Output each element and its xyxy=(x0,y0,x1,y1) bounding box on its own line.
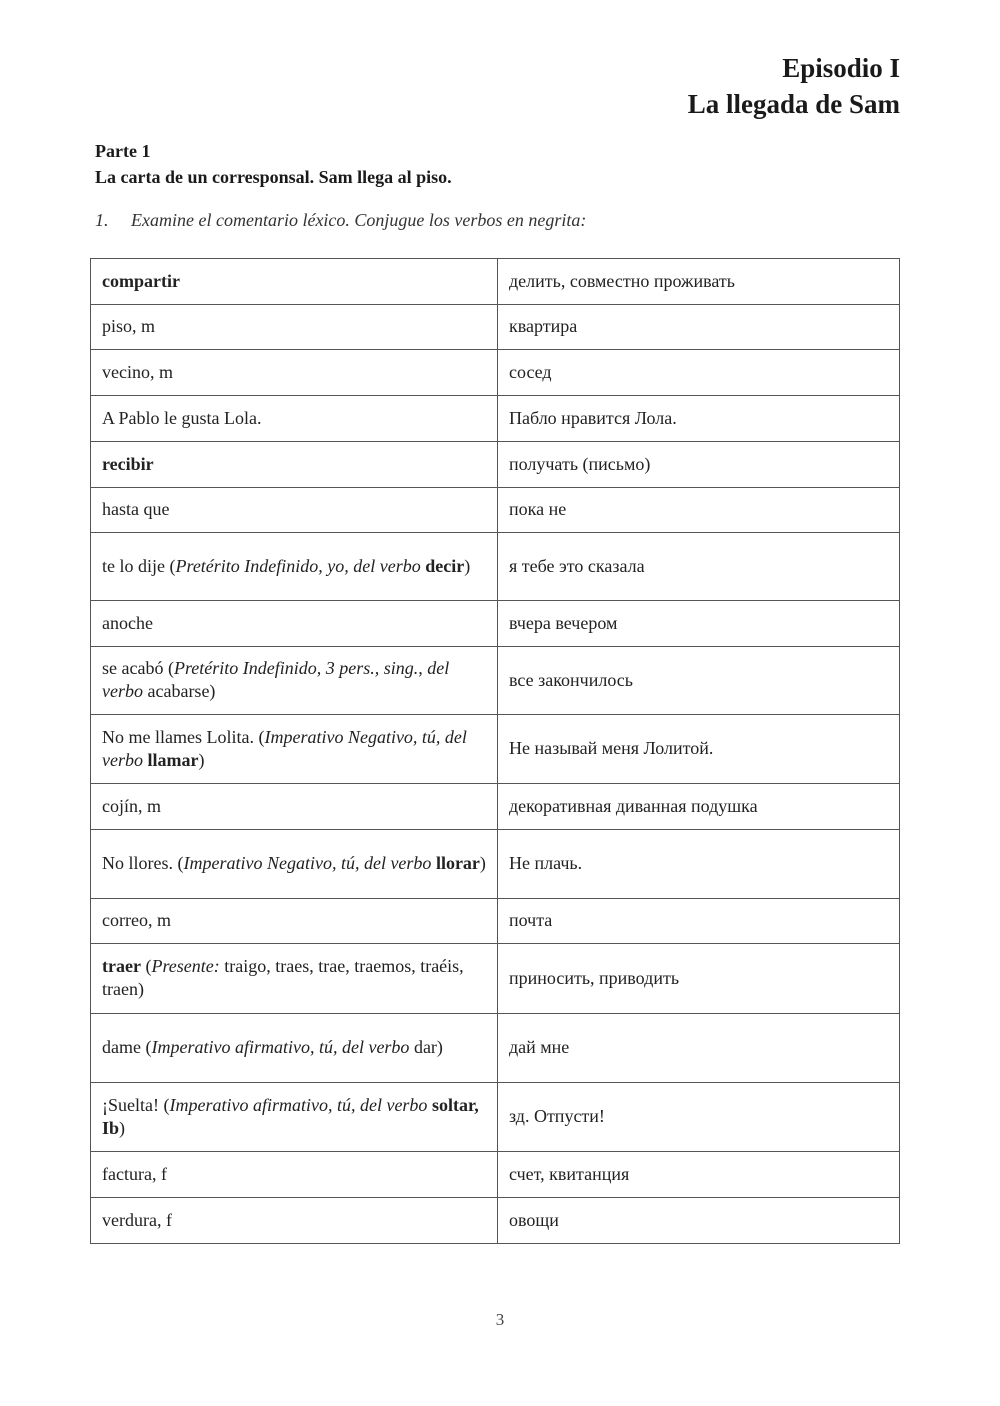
term-segment: llamar xyxy=(147,749,199,770)
vocab-russian-translation: делить, совместно проживать xyxy=(498,259,900,305)
term-segment: correo, m xyxy=(102,910,171,930)
vocab-row xyxy=(91,899,900,944)
vocab-row xyxy=(91,944,900,1014)
term-segment: A Pablo le gusta Lola. xyxy=(102,407,262,428)
term-segment: Imperativo Negativo, tú, del verbo xyxy=(183,853,432,873)
vocab-row xyxy=(91,350,900,396)
exercise-number: 1. xyxy=(95,210,109,230)
vocabulary-table-body xyxy=(91,259,900,1244)
vocab-russian-translation: Не называй меня Лолитой. xyxy=(498,715,900,784)
term-segment: ) xyxy=(479,853,486,873)
vocab-row xyxy=(91,647,900,715)
term-segment: Imperativo afirmativo, tú, del verbo xyxy=(151,1037,410,1057)
vocab-row xyxy=(91,784,900,830)
vocabulary-table xyxy=(90,258,900,1244)
term-segment: llorar xyxy=(435,853,480,873)
vocab-russian-translation: Пабло нравится Лола. xyxy=(498,396,900,442)
vocab-row xyxy=(91,259,900,305)
vocab-russian-translation: я тебе это сказала xyxy=(498,533,900,601)
vocab-russian-translation: Не плачь. xyxy=(498,830,900,899)
vocab-russian-translation: вчера вечером xyxy=(498,601,900,647)
vocab-row xyxy=(91,715,900,784)
vocab-spanish-term xyxy=(91,830,498,899)
episode-title: La llegada de Sam xyxy=(687,89,900,119)
vocab-spanish-term xyxy=(91,1152,498,1198)
vocab-row xyxy=(91,1083,900,1152)
part-label: Parte 1 xyxy=(95,141,151,161)
term-segment: verdura, f xyxy=(102,1209,172,1230)
vocab-row xyxy=(91,601,900,647)
vocab-row xyxy=(91,396,900,442)
vocab-russian-translation: сосед xyxy=(498,350,900,396)
term-segment: Pretérito Indefinido, yo, del verbo xyxy=(175,555,421,576)
vocab-spanish-term xyxy=(91,305,498,350)
vocab-spanish-term xyxy=(91,647,498,715)
term-segment: No llores. ( xyxy=(102,853,184,873)
term-segment: ) xyxy=(198,749,205,770)
vocab-spanish-term xyxy=(91,1083,498,1152)
term-segment: dar) xyxy=(409,1037,443,1057)
vocab-row xyxy=(91,305,900,350)
vocab-spanish-term xyxy=(91,533,498,601)
term-segment: traer xyxy=(102,956,141,976)
exercise-instruction xyxy=(95,210,586,231)
term-segment: dame ( xyxy=(102,1037,152,1057)
vocab-row xyxy=(91,1152,900,1198)
episode-label: Episodio I xyxy=(782,53,900,83)
vocab-spanish-term xyxy=(91,396,498,442)
page-number: 3 xyxy=(495,1310,505,1329)
vocab-russian-translation: получать (письмо) xyxy=(498,442,900,488)
vocab-spanish-term xyxy=(91,259,498,305)
vocab-spanish-term xyxy=(91,1014,498,1083)
term-segment: acabarse) xyxy=(142,681,216,701)
vocab-russian-translation: квартира xyxy=(498,305,900,350)
term-segment: Imperativo afirmativo, tú, del verbo xyxy=(169,1094,428,1115)
episode-header xyxy=(688,50,900,122)
term-segment: No me llames Lolita. ( xyxy=(102,726,265,747)
vocab-row xyxy=(91,442,900,488)
vocab-russian-translation: счет, квитанция xyxy=(498,1152,900,1198)
vocab-russian-translation: приносить, приводить xyxy=(498,944,900,1014)
vocab-russian-translation: дай мне xyxy=(498,1014,900,1083)
term-segment: ) xyxy=(119,1117,126,1138)
term-segment: traigo, traes, trae, traemos, traéis, traen) xyxy=(102,956,464,999)
section-heading xyxy=(95,138,452,190)
vocab-russian-translation: пока не xyxy=(498,488,900,533)
vocab-spanish-term xyxy=(91,944,498,1014)
vocab-russian-translation: зд. Отпусти! xyxy=(498,1083,900,1152)
vocab-spanish-term xyxy=(91,488,498,533)
vocab-russian-translation: все закончилось xyxy=(498,647,900,715)
vocab-russian-translation: почта xyxy=(498,899,900,944)
term-segment: ¡Suelta! ( xyxy=(102,1094,170,1115)
term-segment: piso, m xyxy=(102,316,156,336)
term-segment: recibir xyxy=(102,453,154,474)
term-segment: vecino, m xyxy=(102,361,173,382)
term-segment: anoche xyxy=(102,612,153,633)
term-segment: se acabó ( xyxy=(102,658,174,678)
vocab-row xyxy=(91,1198,900,1244)
term-segment: te lo dije ( xyxy=(102,555,176,576)
vocab-russian-translation: овощи xyxy=(498,1198,900,1244)
term-segment: Presente: xyxy=(151,956,220,976)
term-segment: ( xyxy=(140,956,152,976)
vocab-spanish-term xyxy=(91,784,498,830)
vocab-spanish-term xyxy=(91,715,498,784)
vocab-row xyxy=(91,830,900,899)
exercise-text: Examine el comentario léxico. Conjugue los verbos en negrita: xyxy=(131,210,587,230)
term-segment: factura, f xyxy=(102,1163,167,1184)
vocab-russian-translation: декоративная диванная подушка xyxy=(498,784,900,830)
vocab-row xyxy=(91,533,900,601)
vocab-spanish-term xyxy=(91,350,498,396)
term-segment: Pretérito Indefinido, 3 pers., sing., del verbo xyxy=(102,658,450,701)
term-segment: hasta que xyxy=(102,499,170,519)
term-segment: cojín, m xyxy=(102,795,161,816)
term-segment: ) xyxy=(464,555,471,576)
vocab-row xyxy=(91,488,900,533)
vocab-spanish-term xyxy=(91,601,498,647)
vocab-spanish-term xyxy=(91,442,498,488)
part-subtitle: La carta de un corresponsal. Sam llega al piso. xyxy=(95,167,452,187)
term-segment: Imperativo Negativo, tú, del verbo xyxy=(102,726,467,770)
term-segment: compartir xyxy=(102,270,180,291)
vocab-spanish-term xyxy=(91,899,498,944)
term-segment: decir xyxy=(425,555,465,576)
vocab-spanish-term xyxy=(91,1198,498,1244)
term-segment: soltar, Ib xyxy=(102,1094,479,1138)
vocab-row xyxy=(91,1014,900,1083)
